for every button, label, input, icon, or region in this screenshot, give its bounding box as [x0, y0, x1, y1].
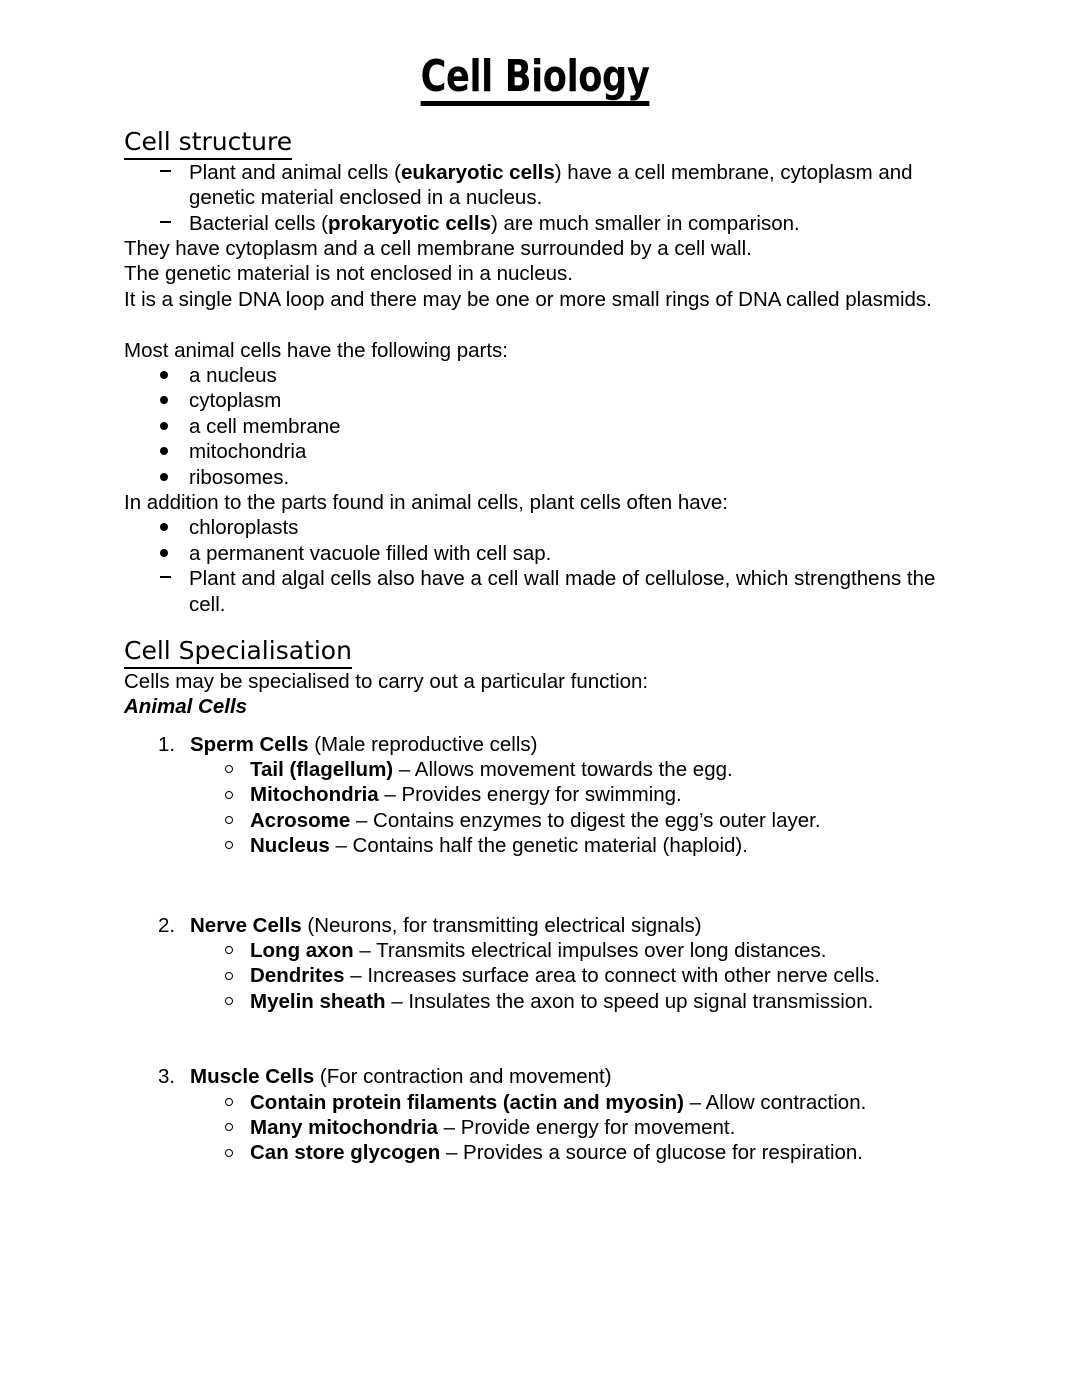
list-item-text: Nucleus – Contains half the genetic material (haploid). — [250, 834, 748, 858]
sperm-cell-features — [190, 757, 946, 859]
list-item-text: a nucleus — [189, 363, 277, 387]
circle-bullet-icon — [225, 808, 233, 833]
list-item — [190, 833, 946, 858]
list-item — [190, 963, 946, 988]
circle-bullet-icon — [225, 963, 233, 988]
paragraph-animal-cells-intro: Most animal cells have the following parts: — [124, 338, 508, 362]
list-item-text: a permanent vacuole filled with cell sap. — [189, 541, 552, 565]
section-heading-cell-structure — [124, 128, 946, 160]
plant-cell-parts-list — [124, 515, 946, 617]
list-item — [190, 938, 946, 963]
list-item-text: Dendrites – Increases surface area to connect with other nerve cells. — [250, 964, 881, 988]
list-item — [190, 1140, 946, 1165]
blank-line — [124, 312, 946, 337]
spacer — [124, 720, 946, 732]
list-item — [124, 541, 946, 566]
list-number: 1. — [158, 732, 176, 756]
nerve-cell-features — [190, 938, 946, 1014]
list-item-text: Plant and algal cells also have a cell wall made of cellulose, which strengthens the cell. — [189, 567, 936, 616]
list-item-text: Acrosome – Contains enzymes to digest the egg’s outer layer. — [250, 808, 821, 832]
list-item-text: cytoplasm — [189, 389, 282, 413]
circle-bullet-icon — [225, 1115, 233, 1140]
list-item-text: mitochondria — [189, 440, 307, 464]
list-item — [190, 808, 946, 833]
list-item — [124, 439, 946, 464]
bullet-icon — [160, 515, 180, 540]
list-item-title: Muscle Cells (For contraction and movement) — [190, 1065, 612, 1089]
bullet-icon — [160, 465, 180, 490]
paragraph-plant-cells-intro: In addition to the parts found in animal cells, plant cells often have: — [124, 491, 728, 515]
circle-bullet-icon — [225, 1090, 233, 1115]
section-heading-cell-structure-text: Cell structure — [124, 128, 292, 160]
specialised-cells-list — [124, 732, 946, 1166]
bullet-icon — [160, 388, 180, 413]
list-item — [124, 465, 946, 490]
dash-icon — [160, 566, 180, 591]
list-item — [124, 515, 946, 540]
list-item-muscle-cells — [124, 1064, 946, 1166]
list-item — [190, 782, 946, 807]
list-item — [190, 757, 946, 782]
page-title-text: Cell Biology — [421, 55, 650, 106]
list-item-nerve-cells — [124, 913, 946, 1015]
list-item-text: Contain protein filaments (actin and myosin) – Allow contraction. — [250, 1090, 867, 1114]
section-heading-cell-specialisation — [124, 637, 946, 669]
list-item-sperm-cells — [124, 732, 946, 859]
dash-icon — [160, 160, 180, 185]
list-item-text: chloroplasts — [189, 516, 299, 540]
list-item — [124, 414, 946, 439]
circle-bullet-icon — [225, 757, 233, 782]
list-item-text: Myelin sheath – Insulates the axon to speed up signal transmission. — [250, 989, 874, 1013]
paragraph-dna-loop-plasmids: It is a single DNA loop and there may be one or more small rings of DNA called plasmids. — [124, 287, 932, 311]
circle-bullet-icon — [225, 833, 233, 858]
list-item-text: Plant and animal cells (eukaryotic cells) have a cell membrane, cytoplasm and genetic material enclosed in a nucleus. — [189, 160, 913, 210]
list-item-text: Many mitochondria – Provide energy for movement. — [250, 1116, 736, 1140]
list-number: 2. — [158, 913, 176, 937]
list-item — [124, 211, 946, 236]
list-item — [190, 989, 946, 1014]
bullet-icon — [160, 414, 180, 439]
list-item-text: ribosomes. — [189, 465, 290, 489]
spacer — [124, 1014, 946, 1064]
dash-icon — [160, 211, 180, 236]
bullet-icon — [160, 363, 180, 388]
list-item-text: Mitochondria – Provides energy for swimming. — [250, 783, 682, 807]
circle-bullet-icon — [225, 938, 233, 963]
list-item — [124, 388, 946, 413]
list-item — [190, 1090, 946, 1115]
list-item — [124, 160, 946, 211]
subheading-animal-cells: Animal Cells — [124, 695, 248, 719]
list-item — [124, 566, 946, 617]
list-item-text: Long axon – Transmits electrical impulses over long distances. — [250, 939, 827, 963]
paragraph-specialisation-intro: Cells may be specialised to carry out a particular function: — [124, 669, 649, 693]
spacer — [124, 859, 946, 913]
list-number: 3. — [158, 1065, 176, 1089]
animal-cell-parts-list — [124, 363, 946, 490]
bullet-icon — [160, 439, 180, 464]
list-item-text: a cell membrane — [189, 414, 341, 438]
page-title — [206, 0, 864, 106]
circle-bullet-icon — [225, 782, 233, 807]
list-item-text: Bacterial cells (prokaryotic cells) are much smaller in comparison. — [189, 211, 800, 235]
muscle-cell-features — [190, 1090, 946, 1166]
list-item — [190, 1115, 946, 1140]
paragraph-cytoplasm-cellwall: They have cytoplasm and a cell membrane surrounded by a cell wall. — [124, 236, 752, 260]
list-item — [124, 363, 946, 388]
circle-bullet-icon — [225, 989, 233, 1014]
circle-bullet-icon — [225, 1140, 233, 1165]
cell-structure-dash-list — [124, 160, 946, 236]
list-item-text: Tail (flagellum) – Allows movement towards the egg. — [250, 758, 733, 782]
paragraph-genetic-material: The genetic material is not enclosed in a nucleus. — [124, 262, 573, 286]
bullet-icon — [160, 541, 180, 566]
list-item-title: Sperm Cells (Male reproductive cells) — [190, 732, 538, 756]
list-item-text: Can store glycogen – Provides a source of glucose for respiration. — [250, 1141, 863, 1165]
section-heading-cell-specialisation-text: Cell Specialisation — [124, 637, 352, 669]
list-item-title: Nerve Cells (Neurons, for transmitting electrical signals) — [190, 913, 702, 937]
